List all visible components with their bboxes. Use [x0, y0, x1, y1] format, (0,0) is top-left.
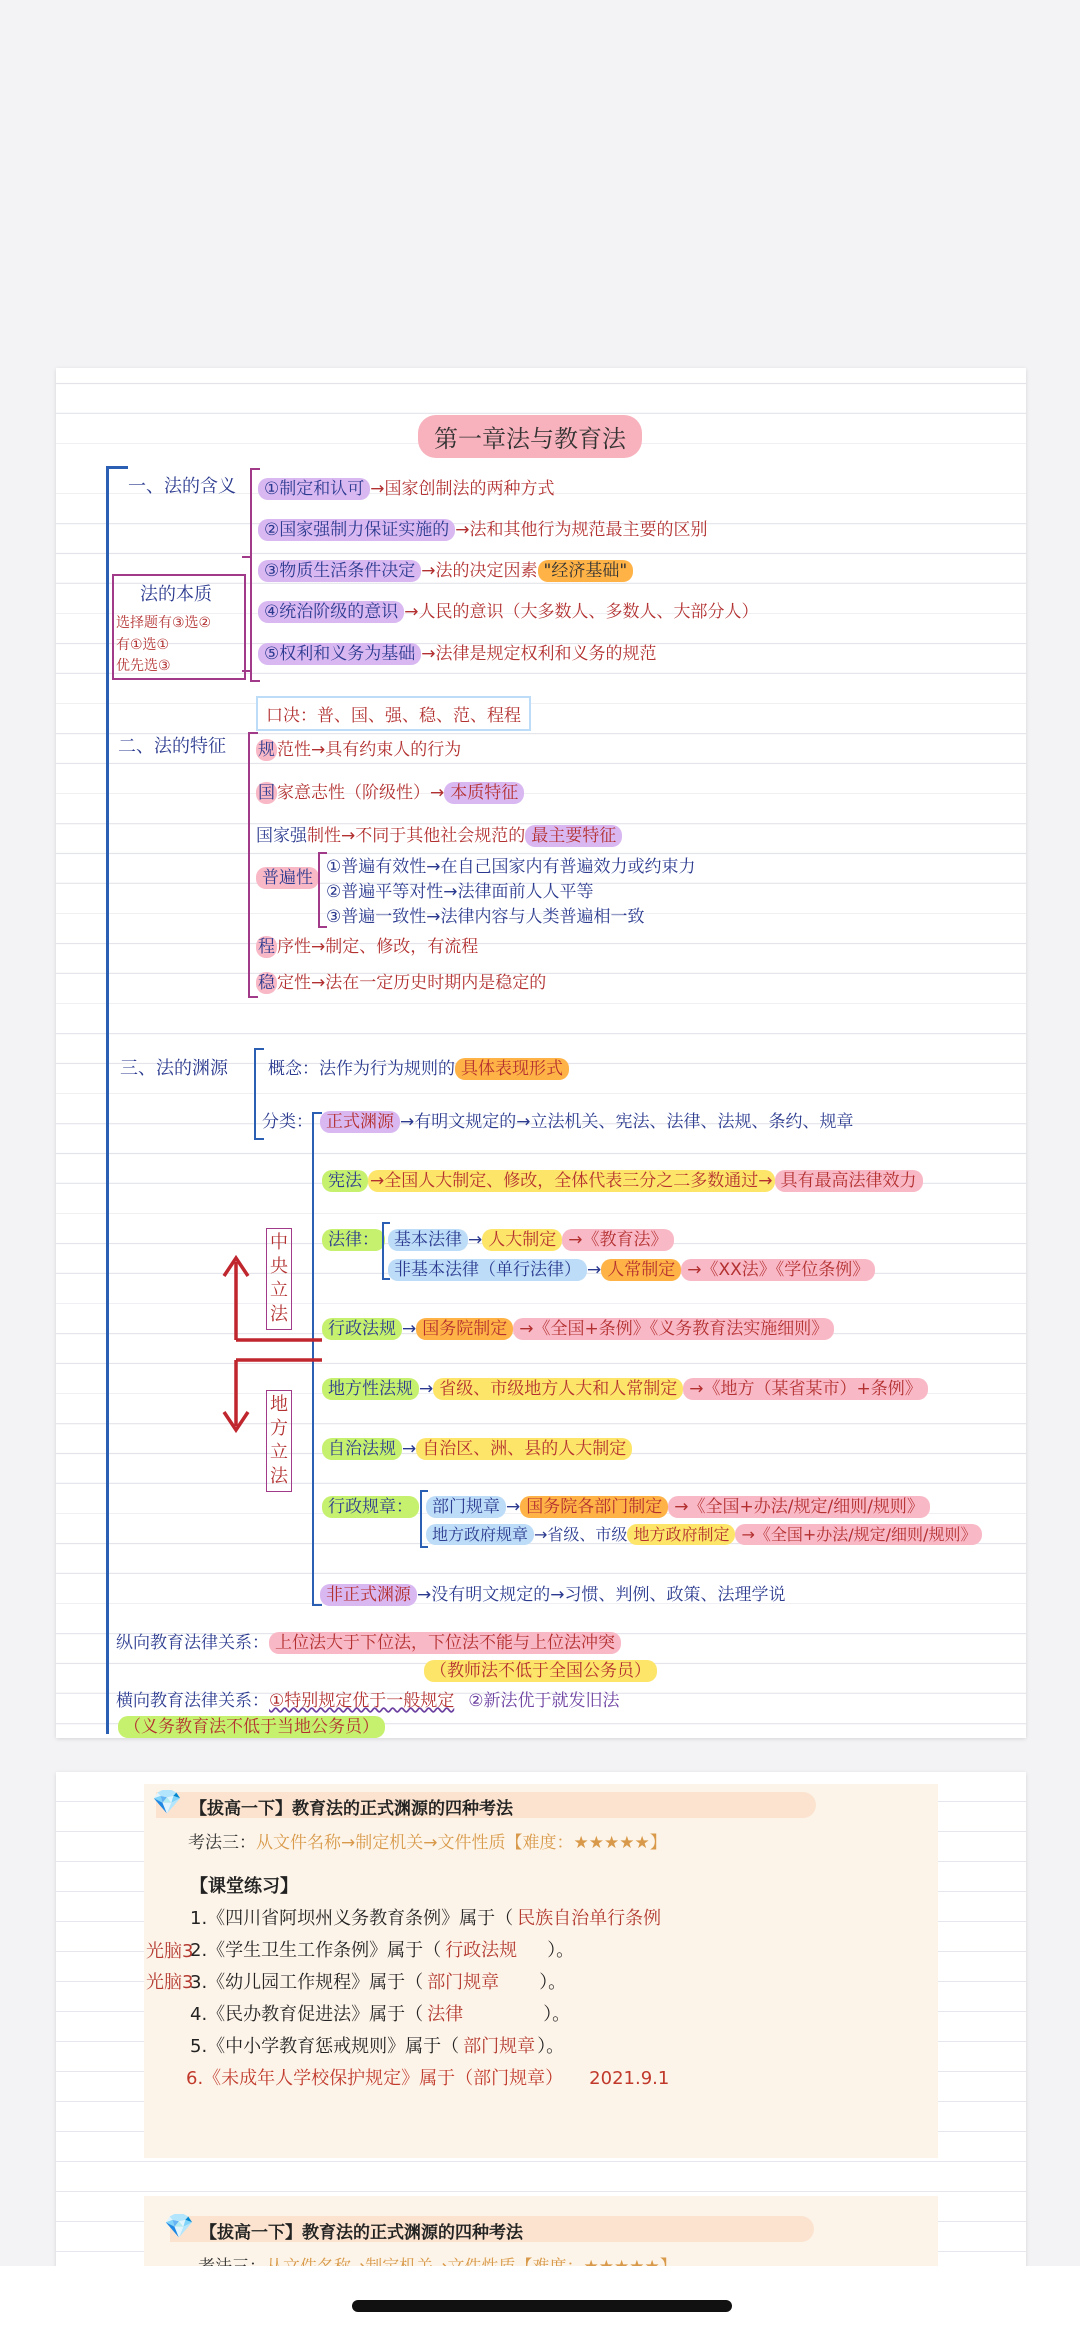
auto-reg-row: 自治法规 → 自治区、洲、县的人大制定: [322, 1434, 632, 1459]
practice-item-1: 1.《四川省阿坝州义务教育条例》属于（ 民族自治单行条例: [190, 1908, 662, 1929]
universal-label: 普遍性: [256, 863, 319, 888]
universal-item-2: ②普遍平等对性→法律面前人人平等: [326, 882, 594, 902]
local-reg-row: 地方性法规 → 省级、市级地方人大和人常制定 →《地方（某省某市）+条例》: [322, 1374, 928, 1399]
section3-heading: 三、法的渊源: [120, 1058, 228, 1079]
meaning-item-1: ①制定和认可 →国家创制法的两种方式: [258, 474, 555, 499]
local-gov-rule-row: 地方政府规章 →省级、市级 地方政府制定 →《全国+办法/规定/细则/规则》: [426, 1522, 982, 1545]
dept-rule-row: 部门规章 → 国务院各部门制定 →《全国+办法/规定/细则/规则》: [426, 1492, 930, 1517]
formal-source: 正式渊源 →有明文规定的→立法机关、宪法、法律、法规、条约、规章: [320, 1107, 854, 1132]
left-margin-line: [106, 466, 109, 1734]
non-basic-law-row: 非基本法律（单行法律） → 人常制定 →《XX法》《学位条例》: [388, 1255, 875, 1280]
practice2-banner: 【拔高一下】教育法的正式渊源的四种考法: [200, 2223, 523, 2243]
meaning-item-4: ④统治阶级的意识 →人民的意识（大多数人、多数人、大部分人）: [258, 597, 759, 622]
diamond-icon-2: 💎: [164, 2212, 194, 2240]
practice-item-6: 6.《未成年人学校保护规定》属于（部门规章） 2021.9.1: [186, 2068, 670, 2089]
side-note-2: 光脑3: [146, 1972, 194, 1993]
meaning-item-2: ②国家强制力保证实施的 →法和其他行为规范最主要的区别: [258, 515, 708, 540]
side-note-1: 光脑3: [146, 1941, 194, 1962]
horizontal-relation-note: （义务教育法不低于当地公务员）: [118, 1712, 385, 1737]
meaning-item-3: ③物质生活条件决定 →法的决定因素 "经济基础": [258, 556, 633, 581]
informal-source: 非正式渊源 →没有明文规定的→习惯、判例、政策、法理学说: [320, 1580, 786, 1605]
feature-2: 国 家意志性（阶级性）→ 本质特征: [256, 778, 524, 803]
vertical-relation-note: （教师法不低于全国公务员）: [424, 1656, 657, 1681]
universal-item-1: ①普遍有效性→在自己国家内有普遍效力或约束力: [326, 857, 696, 877]
meaning-item-5: ⑤权利和义务为基础 →法律是规定权利和义务的规范: [258, 639, 657, 664]
feature-3: 国家强制性→不同于其他社会规范的 最主要特征: [256, 821, 622, 846]
horizontal-relation: 横向教育法律关系：①特别规定优于一般规定 ②新法优于就发旧法: [116, 1691, 620, 1711]
essence-bracket: [242, 556, 252, 672]
practice-banner: 【拔高一下】教育法的正式渊源的四种考法: [190, 1799, 513, 1819]
basic-law-row: 基本法律 → 人大制定 →《教育法》: [388, 1225, 674, 1250]
admin-reg-row: 行政法规 → 国务院制定 →《全国+条例》《义务教育法实施细则》: [322, 1314, 834, 1339]
mnemonic-box: 口决：普、国、强、稳、范、程程: [256, 696, 531, 731]
essence-note-3: 优先选③: [116, 658, 171, 674]
concept: 概念：法作为行为规则的 具体表现形式: [268, 1054, 569, 1079]
home-indicator[interactable]: [352, 2300, 732, 2312]
law-label: 法律：: [322, 1225, 385, 1250]
vertical-relation: 纵向教育法律关系： 上位法大于下位法，下位法不能与上位法冲突: [116, 1628, 621, 1653]
class-label: 分类：: [262, 1112, 313, 1132]
practice-method: 考法三：从文件名称→制定机关→文件性质【难度：★★★★★】: [188, 1833, 667, 1853]
section1-heading: 一、法的含义: [128, 476, 236, 497]
page-title: 第一章法与教育法: [418, 415, 642, 458]
universal-item-3: ③普遍一致性→法律内容与人类普遍相一致: [326, 907, 645, 927]
practice-heading: 【课堂练习】: [190, 1876, 298, 1897]
feature-1: 规 范性→具有约束人的行为: [258, 740, 462, 760]
central-legislation-label: 中央立法: [266, 1228, 292, 1330]
diamond-icon: 💎: [152, 1788, 182, 1816]
practice-item-4: 4.《民办教育促进法》属于（ 法律 ）。: [190, 2004, 571, 2025]
left-margin-top-tick: [106, 466, 128, 469]
practice-item-3: 3.《幼儿园工作规程》属于（ 部门规章 ）。: [190, 1972, 567, 1993]
essence-note-2: 有①选①: [116, 637, 170, 653]
essence-label: 法的本质: [140, 584, 212, 605]
essence-note-1: 选择题有③选②: [116, 615, 212, 631]
constitution-row: 宪法 →全国人大制定、修改，全体代表三分之二多数通过→ 具有最高法律效力: [322, 1166, 923, 1191]
admin-rule-label: 行政规章：: [322, 1492, 419, 1517]
section2-heading: 二、法的特征: [118, 736, 226, 757]
feature-5: 程 序性→制定、修改，有流程: [258, 937, 479, 957]
practice-item-5: 5.《中小学教育惩戒规则》属于（ 部门规章 ）。: [190, 2036, 565, 2057]
local-legislation-label: 地方立法: [266, 1390, 292, 1492]
practice-item-2: 2.《学生卫生工作条例》属于（ 行政法规 ）。: [190, 1940, 575, 1961]
legislation-arrows: [214, 1250, 324, 1440]
feature-6: 稳 定性→法在一定历史时期内是稳定的: [258, 973, 547, 993]
